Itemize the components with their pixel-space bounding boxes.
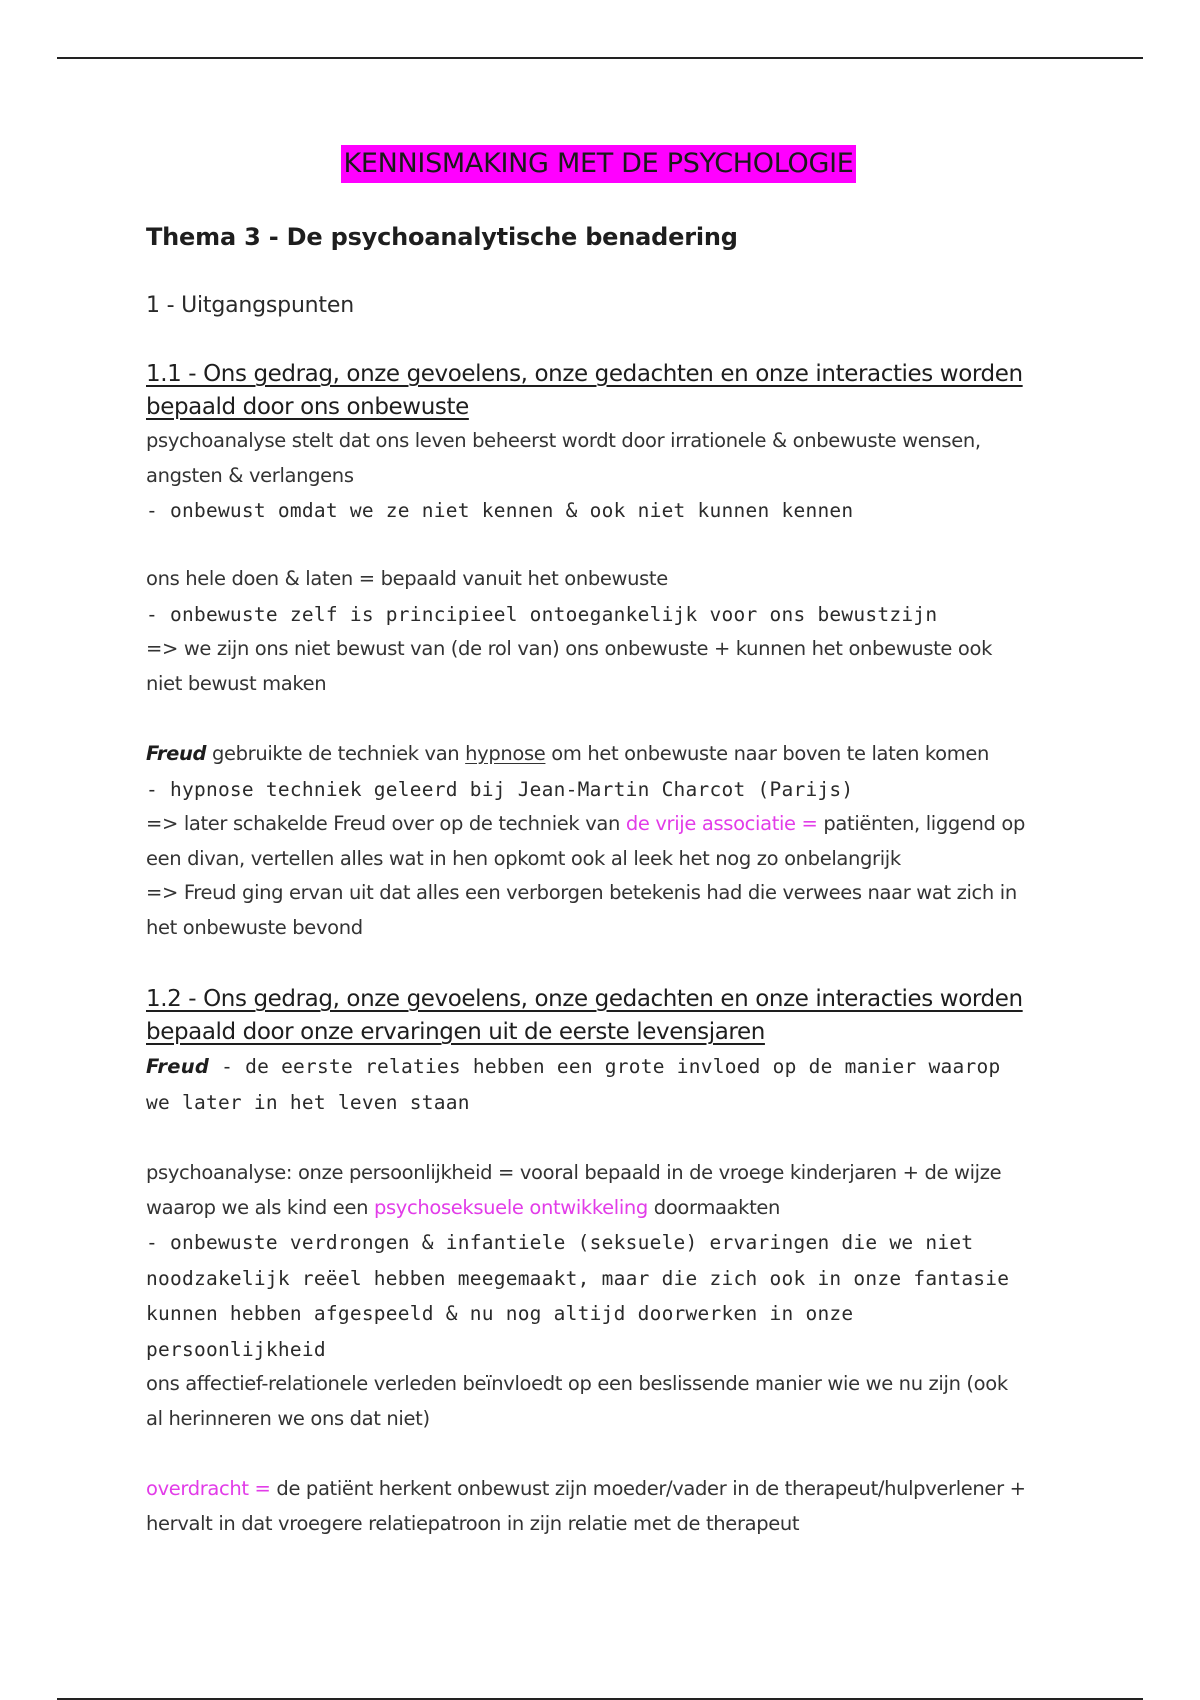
theme-heading: Thema 3 - De psychoanalytische benadering [146,223,738,251]
section-1-1 [146,358,1066,529]
vrije-associatie-term: de vrije associatie = [625,812,818,835]
note-line: we later in het leven staan [146,1090,470,1114]
paragraph-line: angsten & verlangens [146,463,354,487]
title-block [146,145,1051,183]
freud-term: Freud [146,1055,210,1078]
overdracht-term: overdracht = [146,1477,271,1500]
section-1-2 [146,983,1066,1120]
paragraph-line: psychoanalyse: onze persoonlijkheid = vooral bepaald in de vroege kinderjaren + de wijze [146,1161,1002,1184]
note-line: kunnen hebben afgespeeld & nu nog altijd doorwerken in onze [146,1302,854,1325]
paragraph-line: niet bewust maken [146,671,327,695]
section-1-1-block-3 [146,737,1066,945]
paragraph-line: psychoanalyse stelt dat ons leven beheerst wordt door irrationele & onbewuste wensen, [146,429,981,452]
paragraph-line [146,1191,1066,1226]
paragraph-line: een divan, vertellen alles wat in hen opkomt ook al leek het nog zo onbelangrijk [146,846,901,870]
note-line: - onbewuste verdrongen & infantiele (seksuele) ervaringen die we niet [146,1231,974,1254]
section-1-2-block-2 [146,1156,1066,1436]
page-title: KENNISMAKING MET DE PSYCHOLOGIE [341,145,855,183]
text-span: patiënten, liggend op [817,812,1026,835]
section-1-1-block-2 [146,562,1066,701]
paragraph-line: het onbewuste bevond [146,915,363,939]
paragraph-line: ons affectief-relationele verleden beïnvloedt op een beslissende manier wie we nu zijn (ook [146,1372,1008,1395]
text-span: waarop we als kind een [146,1195,374,1219]
note-line: - onbewuste zelf is principieel ontoegankelijk voor ons bewustzijn [146,602,938,626]
top-rule [57,57,1143,59]
note-line: - hypnose techniek geleerd bij Jean-Martin Charcot (Parijs) [146,777,854,801]
paragraph-line: al herinneren we ons dat niet) [146,1406,430,1430]
freud-term: Freud [146,742,207,765]
paragraph-line [146,1472,1066,1507]
note-line: - onbewust omdat we ze niet kennen & ook niet kunnen kennen [146,499,854,522]
paragraph-line: => we zijn ons niet bewust van (de rol van) ons onbewuste + kunnen het onbewuste ook [146,637,993,660]
paragraph-line [146,807,1066,842]
hypnose-term: hypnose [465,742,546,765]
text-span: gebruikte de techniek van [206,742,466,765]
paragraph-line [146,737,1066,772]
text-span: om het onbewuste naar boven te laten komen [545,742,990,765]
section-heading: 1 - Uitgangspunten [146,293,354,318]
section-1-2-heading-line1: 1.2 - Ons gedrag, onze gevoelens, onze gedachten en onze interacties worden [146,986,1023,1012]
note-line [146,1049,1066,1085]
section-1-2-block-3 [146,1472,1066,1541]
text-span: - de eerste relaties hebben een grote invloed op de manier waarop [209,1055,1001,1078]
paragraph-line: => Freud ging ervan uit dat alles een verborgen betekenis had die verwees naar wat zich in [146,881,1017,904]
note-line: persoonlijkheid [146,1337,326,1361]
section-1-1-heading-line1: 1.1 - Ons gedrag, onze gevoelens, onze gedachten en onze interacties worden [146,361,1023,387]
note-line: noodzakelijk reëel hebben meegemaakt, maar die zich ook in onze fantasie [146,1266,1010,1290]
paragraph-line: hervalt in dat vroegere relatiepatroon in zijn relatie met de therapeut [146,1511,800,1535]
text-span: => later schakelde Freud over op de techniek van [146,812,626,835]
section-1-2-heading-line2: bepaald door onze ervaringen uit de eerste levensjaren [146,1019,765,1045]
text-span: de patiënt herkent onbewust zijn moeder/vader in de therapeut/hulpverlener + [270,1477,1026,1500]
section-1-1-heading-line2: bepaald door ons onbewuste [146,394,469,420]
psychoseksuele-term: psychoseksuele ontwikkeling [373,1195,648,1219]
text-span: doormaakten [647,1195,781,1219]
paragraph-line: ons hele doen & laten = bepaald vanuit het onbewuste [146,567,668,590]
